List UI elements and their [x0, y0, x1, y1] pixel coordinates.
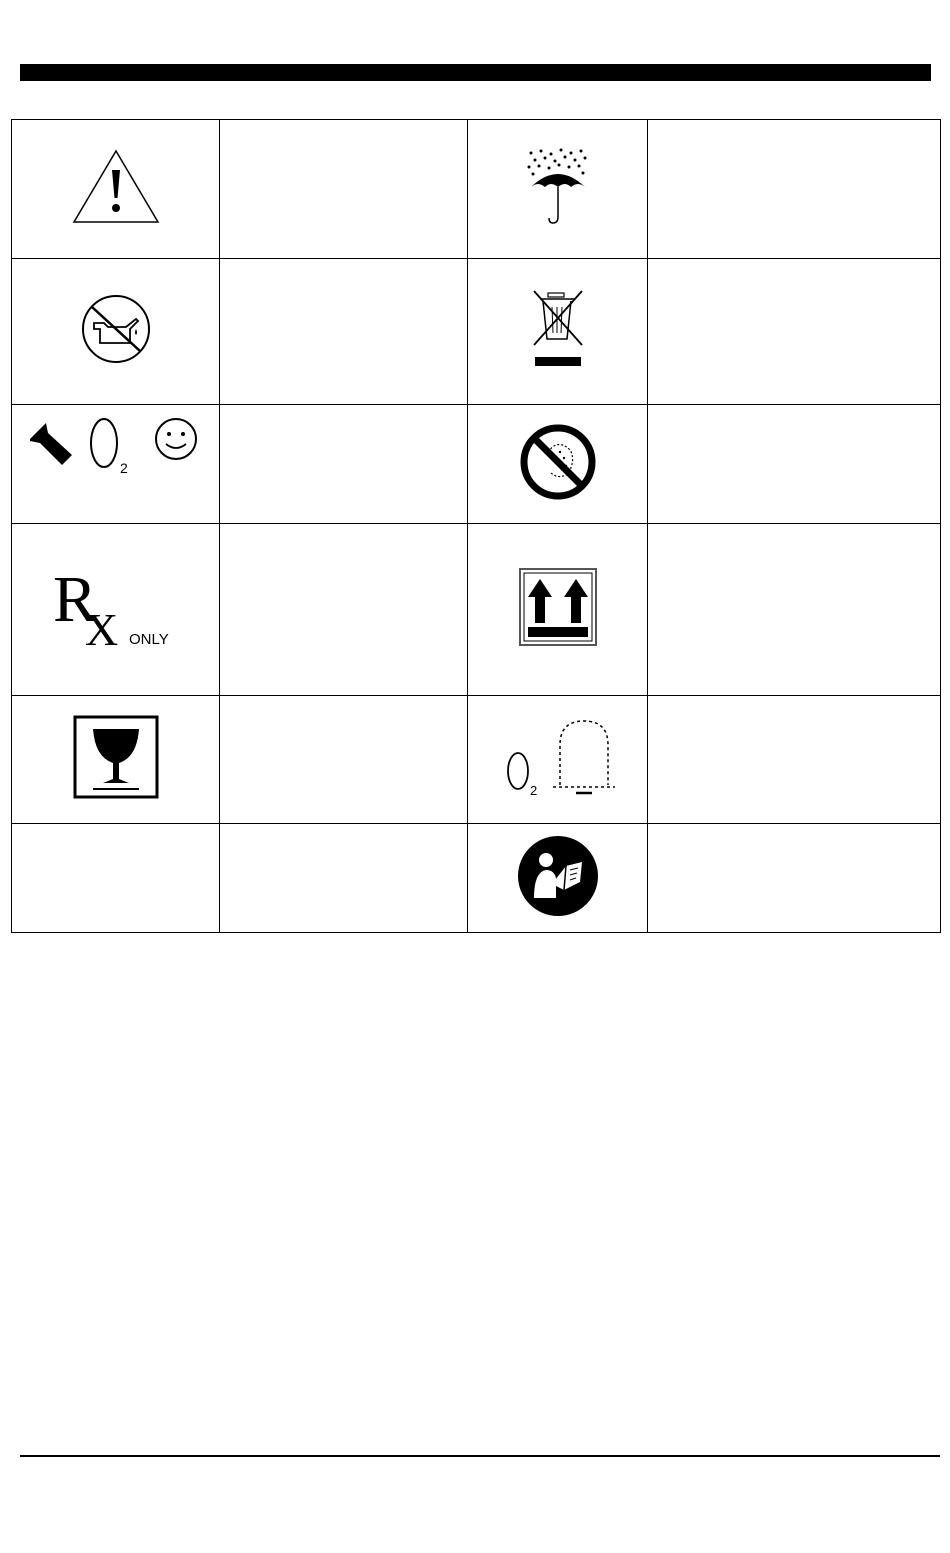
symbol-description — [648, 696, 941, 824]
symbol-cell — [12, 259, 220, 405]
symbol-description — [220, 120, 468, 259]
svg-text:ONLY: ONLY — [128, 631, 169, 648]
svg-text:2: 2 — [119, 460, 128, 476]
symbol-cell — [468, 405, 648, 524]
symbol-description — [648, 259, 941, 405]
table-row — [12, 696, 941, 824]
symbol-description — [648, 120, 941, 259]
keep-dry-umbrella-icon — [523, 147, 593, 227]
symbols-table — [11, 119, 941, 933]
table-row — [12, 405, 941, 524]
table-row — [12, 824, 941, 933]
symbol-description — [220, 696, 468, 824]
table-row — [12, 120, 941, 259]
rx-only-icon — [51, 565, 181, 649]
footer-rule — [20, 1455, 940, 1457]
symbol-cell — [12, 696, 220, 824]
svg-text:X: X — [84, 604, 118, 649]
o2-ok-icon — [26, 413, 206, 479]
symbol-description — [648, 405, 941, 524]
symbol-description — [220, 405, 468, 524]
symbol-cell — [12, 120, 220, 259]
svg-text:2: 2 — [529, 783, 537, 798]
table-row — [12, 259, 941, 405]
weee-crossed-bin-icon — [528, 287, 588, 371]
this-way-up-icon — [518, 567, 598, 647]
read-manual-icon — [516, 834, 600, 918]
symbol-description — [220, 259, 468, 405]
symbol-description — [220, 524, 468, 696]
symbol-cell — [468, 696, 648, 824]
symbol-cell — [468, 259, 648, 405]
no-oil-grease-icon — [80, 293, 152, 365]
caution-triangle-icon — [71, 148, 161, 226]
symbol-cell — [12, 824, 220, 933]
table-row — [12, 524, 941, 696]
symbol-description — [648, 824, 941, 933]
o2-alarm-icon — [498, 715, 618, 799]
symbol-cell — [468, 824, 648, 933]
fragile-glass-icon — [73, 715, 159, 799]
symbol-cell — [12, 524, 220, 696]
no-water-spray-icon — [518, 422, 598, 502]
symbol-description — [220, 824, 468, 933]
symbol-cell — [468, 120, 648, 259]
symbol-cell — [468, 524, 648, 696]
symbol-cell — [12, 405, 220, 524]
svg-text:R: R — [52, 565, 97, 636]
symbol-description — [648, 524, 941, 696]
header-bar — [20, 64, 931, 81]
